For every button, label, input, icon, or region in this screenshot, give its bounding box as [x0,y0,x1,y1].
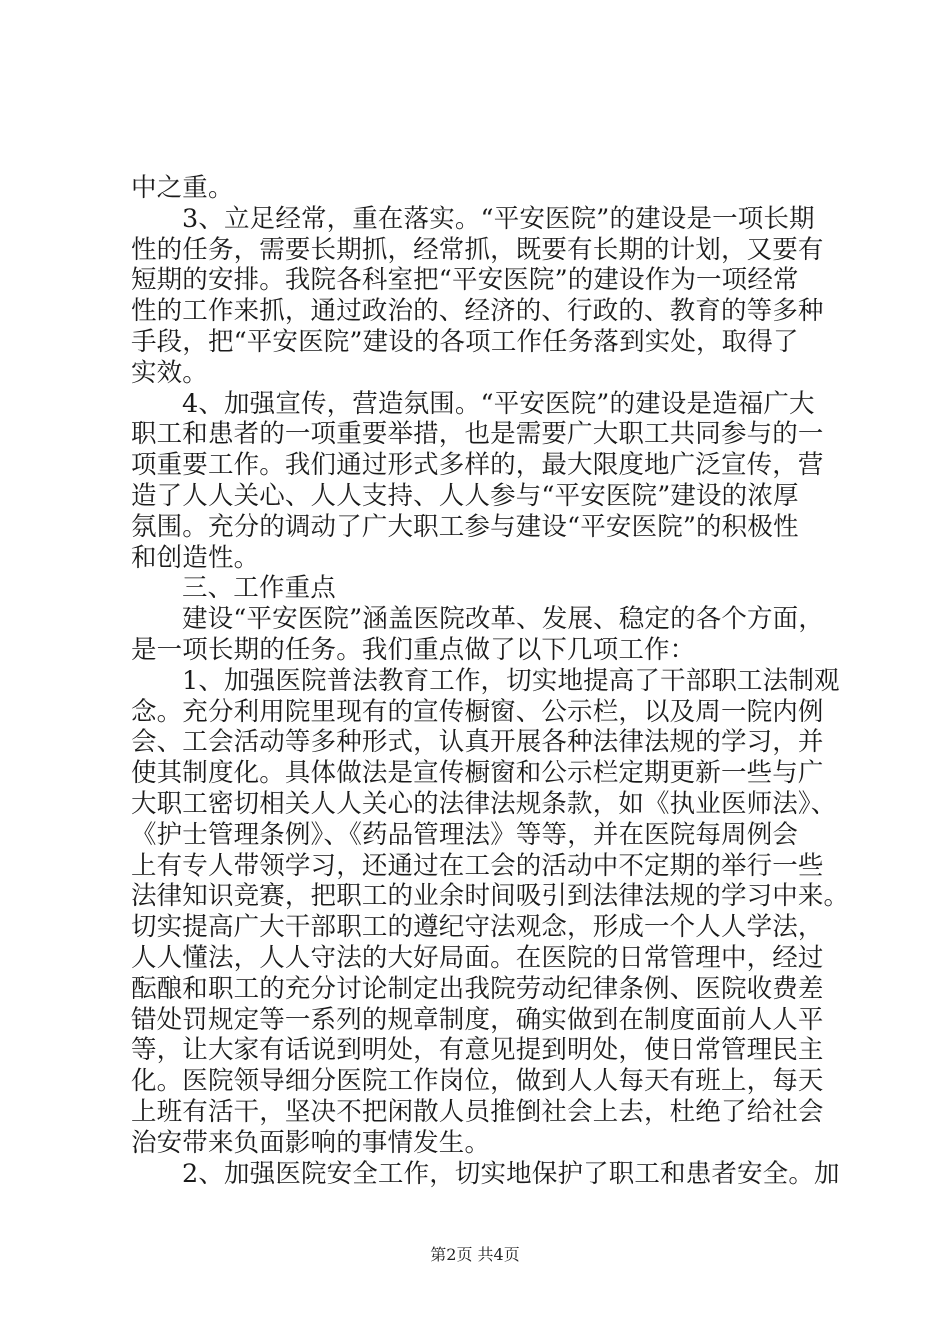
text-line: 项重要工作。我们通过形式多样的，最大限度地广泛宣传，营 [131,450,824,481]
text-line: 法律知识竞赛，把职工的业余时间吸引到法律法规的学习中来。 [131,881,850,912]
document-body [131,173,850,1189]
text-line: 会、工会活动等多种形式，认真开展各种法律法规的学习，并 [131,727,824,758]
text-line: 1、加强医院普法教育工作，切实地提高了干部职工法制观 [182,665,840,696]
text-line: 化。医院领导细分医院工作岗位，做到人人每天有班上，每天 [131,1066,824,1097]
text-line: 上有专人带领学习，还通过在工会的活动中不定期的举行一些 [131,850,824,881]
text-line: 中之重。 [131,173,234,203]
text-line: 职工和患者的一项重要举措，也是需要广大职工共同参与的一 [131,419,824,450]
page-number-label: 第2页 共4页 [430,1245,520,1264]
text-line: 3、立足经常，重在落实。“平安医院”的建设是一项长期 [182,203,815,234]
text-line: 手段，把“平安医院”建设的各项工作任务落到实处，取得了 [131,326,799,357]
text-line: 上班有活干，坚决不把闲散人员推倒社会上去，杜绝了给社会 [131,1096,824,1127]
text-line: 使其制度化。具体做法是宣传橱窗和公示栏定期更新一些与广 [131,758,824,789]
text-line: 建设“平安医院”涵盖医院改革、发展、稳定的各个方面， [182,604,824,635]
text-line: 念。充分利用院里现有的宣传橱窗、公示栏，以及周一院内例 [131,696,824,727]
text-line: 《护士管理条例》、《药品管理法》等等，并在医院每周例会 [131,819,799,850]
text-line: 治安带来负面影响的事情发生。 [131,1127,491,1158]
text-line: 和创造性。 [131,542,260,573]
text-line: 短期的安排。我院各科室把“平安医院”的建设作为一项经常 [131,265,799,296]
text-line: 造了人人关心、人人支持、人人参与“平安医院”建设的浓厚 [131,480,799,511]
text-line: 人人懂法，人人守法的大好局面。在医院的日常管理中，经过 [131,942,824,973]
text-line: 三、工作重点 [182,573,336,604]
page-footer [0,1245,950,1265]
text-line: 等，让大家有话说到明处，有意见提到明处，使日常管理民主 [131,1035,824,1066]
text-line: 4、加强宣传，营造氛围。“平安医院”的建设是造福广大 [182,388,815,419]
text-line: 酝酿和职工的充分讨论制定出我院劳动纪律条例、医院收费差 [131,973,824,1004]
text-line: 性的工作来抓，通过政治的、经济的、行政的、教育的等多种 [131,296,824,327]
text-line: 是一项长期的任务。我们重点做了以下几项工作： [131,634,696,665]
text-line: 氛围。充分的调动了广大职工参与建设“平安医院”的积极性 [131,511,799,542]
text-line: 切实提高广大干部职工的遵纪守法观念，形成一个人人学法， [131,912,824,943]
text-line: 2、加强医院安全工作，切实地保护了职工和患者安全。加 [182,1158,840,1189]
text-line: 实效。 [131,357,208,388]
text-line: 性的任务，需要长期抓，经常抓，既要有长期的计划，又要有 [131,234,824,265]
text-line: 错处罚规定等一系列的规章制度，确实做到在制度面前人人平 [131,1004,824,1035]
text-line: 大职工密切相关人人关心的法律法规条款，如《执业医师法》、 [131,788,837,819]
